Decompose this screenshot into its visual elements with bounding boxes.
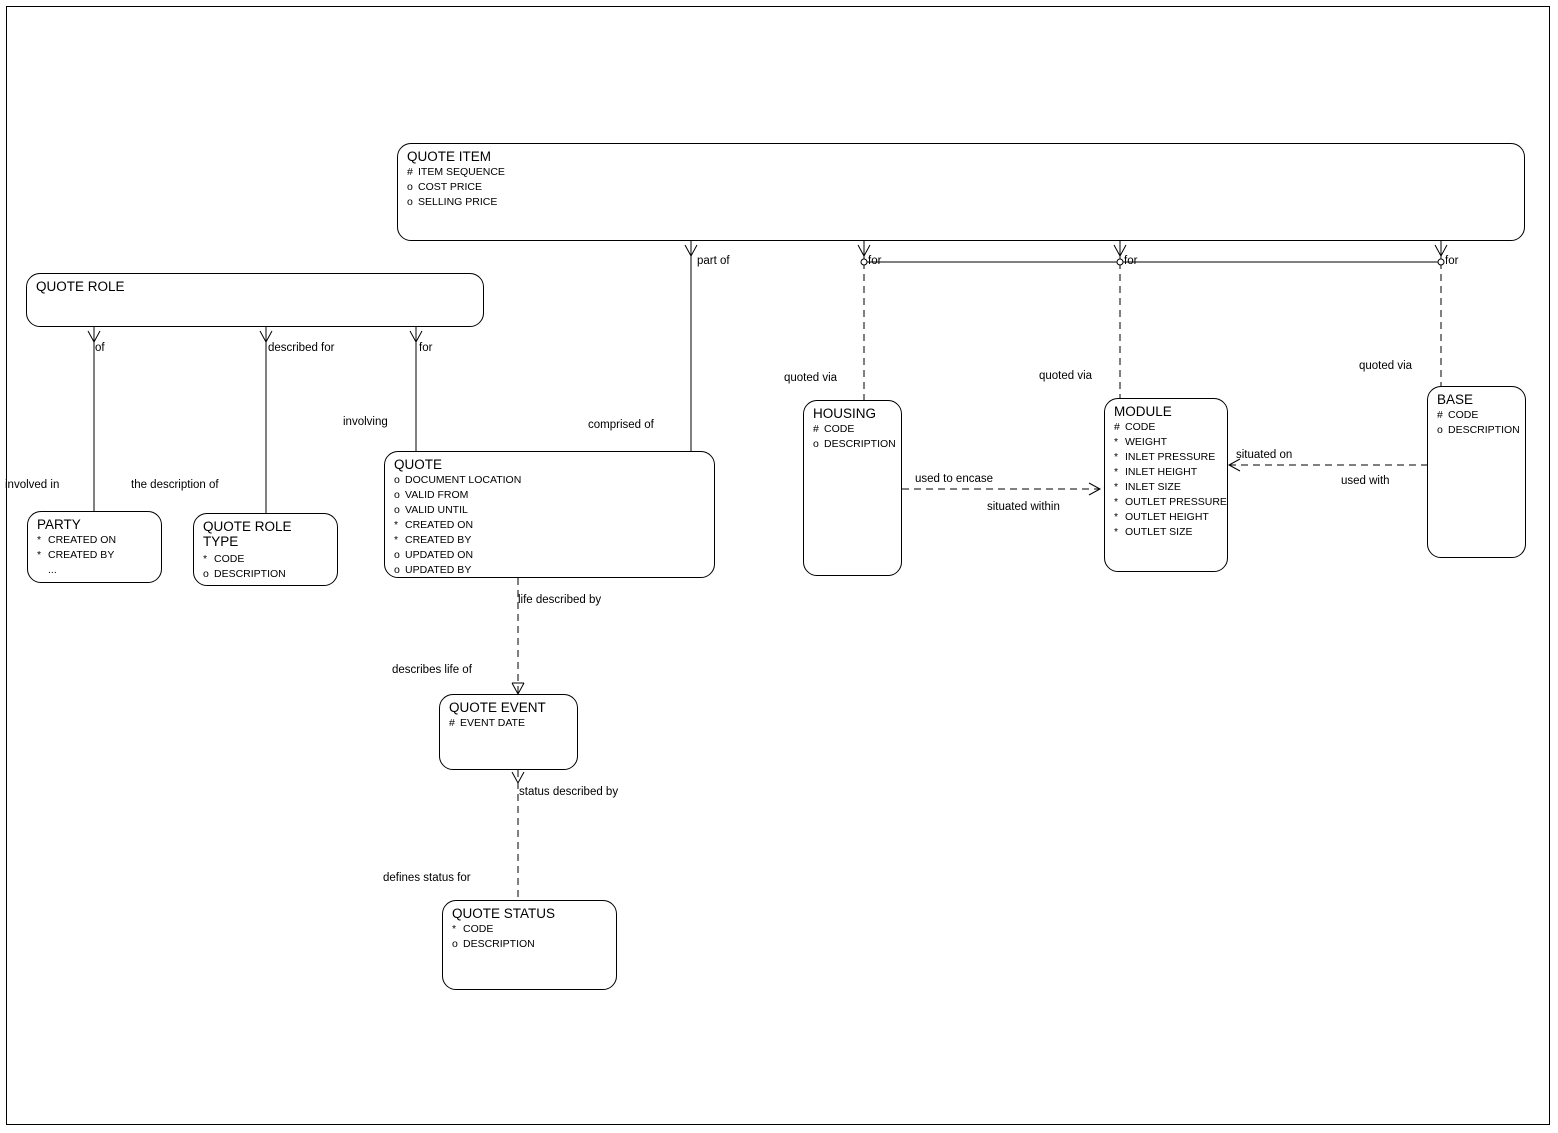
entity-quote-item[interactable] xyxy=(397,143,1525,241)
entity-quote-status[interactable] xyxy=(442,900,617,990)
attribute-label: VALID FROM xyxy=(405,489,469,501)
attribute-row xyxy=(452,937,616,952)
attribute-row xyxy=(407,180,1524,195)
attribute-mark: * xyxy=(1114,526,1119,538)
entity-title: HOUSING xyxy=(813,406,877,421)
relationship-label-part-of: part of xyxy=(697,255,730,267)
entity-attributes xyxy=(28,533,161,580)
entity-title: QUOTE ROLE xyxy=(36,279,125,294)
attribute-mark: # xyxy=(449,717,455,729)
relationship-label-for-quote: for xyxy=(419,342,433,354)
entity-quote[interactable] xyxy=(384,451,715,578)
attribute-label: VALID UNTIL xyxy=(405,504,468,516)
attribute-row xyxy=(394,563,714,578)
entity-title: BASE xyxy=(1437,392,1474,407)
entity-attributes xyxy=(1428,408,1525,440)
entity-quote-role-type[interactable] xyxy=(193,513,338,586)
attribute-mark: * xyxy=(1114,481,1119,493)
relationship-label-used-with: used with xyxy=(1341,475,1390,487)
attribute-label: CODE xyxy=(824,423,855,435)
attribute-mark: o xyxy=(452,938,458,950)
relationship-label-quoted-via-base: quoted via xyxy=(1359,360,1413,372)
attribute-label: COST PRICE xyxy=(418,181,482,193)
attribute-mark: * xyxy=(37,549,42,561)
attribute-label: DESCRIPTION xyxy=(824,438,896,450)
attribute-row xyxy=(394,533,714,548)
attribute-label: OUTLET PRESSURE xyxy=(1125,496,1227,508)
attribute-label: INLET PRESSURE xyxy=(1125,451,1216,463)
entity-quote-role[interactable] xyxy=(26,273,484,327)
entity-attributes xyxy=(440,716,577,733)
attribute-mark: o xyxy=(407,196,413,208)
entity-attributes xyxy=(385,473,714,578)
attribute-label: CODE xyxy=(1448,409,1479,421)
relationship-label-used-to-encase: used to encase xyxy=(915,473,994,485)
attribute-row xyxy=(394,548,714,563)
entity-attributes xyxy=(1105,420,1227,542)
attribute-label: CODE xyxy=(463,923,494,935)
attribute-mark: o xyxy=(203,568,209,580)
attribute-row xyxy=(1114,495,1227,510)
attribute-row xyxy=(37,548,161,563)
relationship-label-situated-within: situated within xyxy=(987,501,1060,513)
attribute-row xyxy=(1114,480,1227,495)
attribute-label: OUTLET SIZE xyxy=(1125,526,1193,538)
relationship-label-defines-status-for: defines status for xyxy=(383,872,471,884)
attribute-label: UPDATED BY xyxy=(405,564,472,576)
relationship-label-the-description-of: the description of xyxy=(131,479,219,491)
relationship-label-status-described-by: status described by xyxy=(519,786,619,798)
attribute-row xyxy=(37,563,161,578)
relationship-label-describes-life-of: describes life of xyxy=(392,664,472,676)
entity-title: QUOTE xyxy=(394,457,443,472)
entity-base[interactable] xyxy=(1427,386,1526,558)
attribute-label: CREATED BY xyxy=(48,549,115,561)
attribute-mark: * xyxy=(1114,496,1119,508)
entity-title: PARTY xyxy=(37,517,81,532)
attribute-row xyxy=(1437,408,1525,423)
attribute-mark: # xyxy=(813,423,819,435)
attribute-row xyxy=(813,422,901,437)
attribute-row xyxy=(1114,420,1227,435)
attribute-mark: o xyxy=(394,549,400,561)
attribute-row xyxy=(1114,525,1227,540)
attribute-row xyxy=(813,437,901,452)
attribute-mark: # xyxy=(407,166,413,178)
entity-title: QUOTE ITEM xyxy=(407,149,491,164)
attribute-row xyxy=(1114,465,1227,480)
attribute-label: EVENT DATE xyxy=(460,717,525,729)
attribute-label: DOCUMENT LOCATION xyxy=(405,474,522,486)
relationship-label-for-housing: for xyxy=(868,255,882,267)
attribute-label: CREATED ON xyxy=(48,534,117,546)
entity-module[interactable] xyxy=(1104,398,1228,572)
attribute-row xyxy=(203,552,337,567)
attribute-mark: # xyxy=(1437,409,1443,421)
attribute-row xyxy=(394,518,714,533)
entity-attributes xyxy=(398,165,1524,212)
attribute-row xyxy=(1114,510,1227,525)
relationship-label-life-described-by: life described by xyxy=(518,594,602,606)
attribute-mark: o xyxy=(394,474,400,486)
attribute-row xyxy=(449,716,577,731)
attribute-mark: o xyxy=(394,564,400,576)
relationship-label-quoted-via-module: quoted via xyxy=(1039,370,1093,382)
attribute-row xyxy=(1114,450,1227,465)
attribute-row xyxy=(407,165,1524,180)
attribute-label: WEIGHT xyxy=(1125,436,1167,448)
attribute-mark: * xyxy=(203,553,208,565)
entity-attributes xyxy=(194,550,337,584)
attribute-mark: # xyxy=(1114,421,1120,433)
attribute-mark: o xyxy=(407,181,413,193)
attribute-label: CODE xyxy=(214,553,245,565)
attribute-mark: * xyxy=(37,534,42,546)
relationship-label-described-for: described for xyxy=(268,342,335,354)
attribute-label: OUTLET HEIGHT xyxy=(1125,511,1209,523)
attribute-mark: * xyxy=(452,923,457,935)
attribute-mark: * xyxy=(1114,466,1119,478)
attribute-mark: * xyxy=(1114,436,1119,448)
entity-attributes xyxy=(804,422,901,454)
attribute-label: CODE xyxy=(1125,421,1156,433)
relationship-label-for-module: for xyxy=(1124,255,1138,267)
attribute-mark: o xyxy=(1437,424,1443,436)
entity-title: MODULE xyxy=(1114,404,1172,419)
attribute-row xyxy=(394,503,714,518)
attribute-mark: * xyxy=(1114,511,1119,523)
relationship-label-involved-in: involved in xyxy=(5,479,60,491)
attribute-row xyxy=(203,567,337,582)
attribute-label: DESCRIPTION xyxy=(463,938,535,950)
relationship-label-situated-on: situated on xyxy=(1236,449,1293,461)
attribute-label: CREATED ON xyxy=(405,519,474,531)
attribute-label: SELLING PRICE xyxy=(418,196,498,208)
attribute-mark: o xyxy=(813,438,819,450)
relationship-label-for-base: for xyxy=(1445,255,1459,267)
attribute-row xyxy=(37,533,161,548)
entity-party[interactable] xyxy=(27,511,162,583)
entity-title: QUOTE ROLE TYPE xyxy=(203,519,292,549)
entity-attributes xyxy=(443,922,616,954)
attribute-mark: * xyxy=(394,534,399,546)
relationship-label-of: of xyxy=(95,342,105,354)
relationship-label-quoted-via-housing: quoted via xyxy=(784,372,838,384)
entity-quote-event[interactable] xyxy=(439,694,578,770)
attribute-label: ITEM SEQUENCE xyxy=(418,166,505,178)
attribute-mark: o xyxy=(394,489,400,501)
attribute-label: DESCRIPTION xyxy=(214,568,286,580)
attribute-label: CREATED BY xyxy=(405,534,472,546)
relationship-label-involving: involving xyxy=(343,416,388,428)
attribute-label: INLET SIZE xyxy=(1125,481,1181,493)
attribute-mark: * xyxy=(1114,451,1119,463)
attribute-row xyxy=(1437,423,1525,438)
relationship-label-comprised-of: comprised of xyxy=(588,419,654,431)
entity-title: QUOTE EVENT xyxy=(449,700,546,715)
attribute-label: DESCRIPTION xyxy=(1448,424,1520,436)
attribute-row xyxy=(394,473,714,488)
attribute-row xyxy=(1114,435,1227,450)
attribute-mark: o xyxy=(394,504,400,516)
attribute-label: ... xyxy=(48,564,57,576)
attribute-mark: * xyxy=(394,519,399,531)
attribute-row xyxy=(452,922,616,937)
attribute-label: UPDATED ON xyxy=(405,549,474,561)
attribute-row xyxy=(394,488,714,503)
entity-housing[interactable] xyxy=(803,400,902,576)
attribute-row xyxy=(407,195,1524,210)
attribute-label: INLET HEIGHT xyxy=(1125,466,1198,478)
entity-title: QUOTE STATUS xyxy=(452,906,556,921)
